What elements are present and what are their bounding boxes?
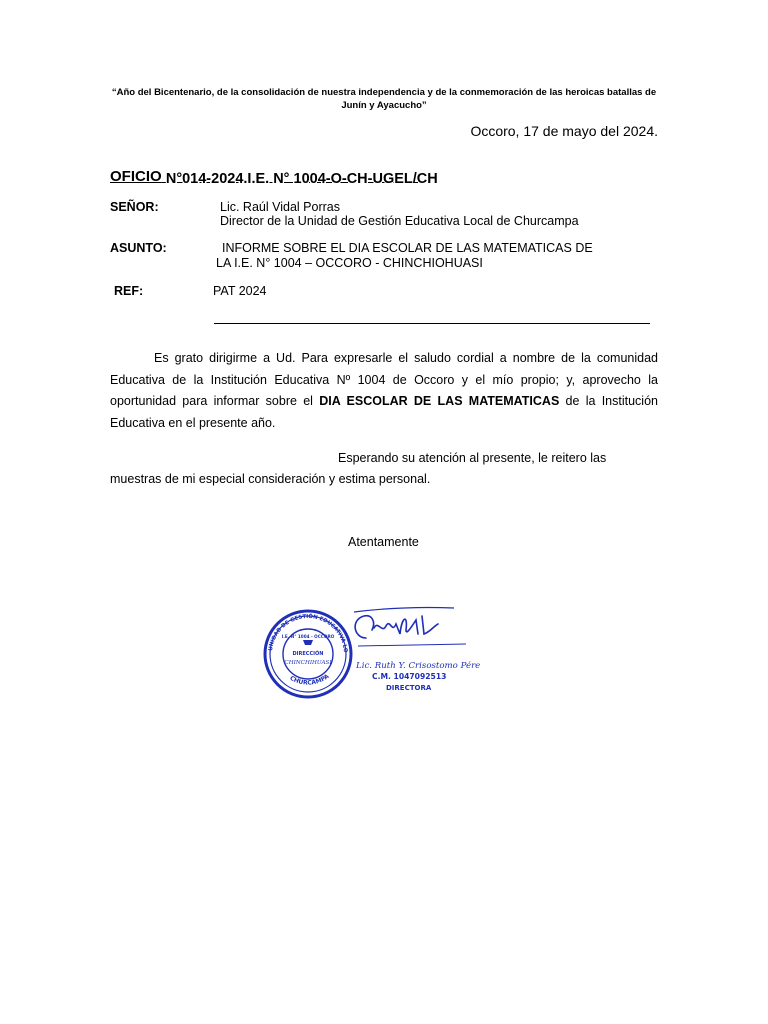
oficio-prefix: OFICIO xyxy=(110,168,162,185)
seal-center-text-2: CHINCHIHUASI xyxy=(284,660,332,666)
separator-line xyxy=(214,323,650,324)
oficio-number: N°014-2024.I.E. N° 1004-O-CH-UGEL/CH xyxy=(165,171,438,187)
seal-mid-text: I.E. N° 1004 - OCCORO xyxy=(281,634,335,639)
body-paragraph-1 xyxy=(110,348,658,434)
asunto-line-2: LA I.E. N° 1004 – OCCORO - CHINCHIOHUASI xyxy=(216,256,483,270)
senor-label: SEÑOR: xyxy=(110,200,159,214)
oficio-heading xyxy=(110,168,438,185)
signature-area xyxy=(262,604,480,700)
senor-title: Director de la Unidad de Gestión Educativa Local de Churcampa xyxy=(220,214,579,228)
p2-line-1: Esperando su atención al presente, le reitero las xyxy=(338,451,607,465)
motto-line-1: “Año del Bicentenario, de la consolidación de nuestra independencia y de la conmemoración de las heroicas batallas de xyxy=(111,87,657,98)
closing-text: Atentamente xyxy=(348,535,419,549)
signer-cm: C.M. 1047092513 xyxy=(372,672,447,681)
seal-bottom-text: CHURCAMPA xyxy=(288,672,331,687)
p1-bold: DIA ESCOLAR DE LAS MATEMATICAS xyxy=(319,394,560,408)
p1-end: de la Institución Educativa en el presente año. xyxy=(110,394,658,430)
p2-line-2: muestras de mi especial consideración y estima personal. xyxy=(110,472,431,486)
asunto-line-1: INFORME SOBRE EL DIA ESCOLAR DE LAS MATEMATICAS DE xyxy=(222,241,593,255)
ref-label: REF: xyxy=(114,284,144,298)
asunto-label: ASUNTO: xyxy=(110,241,167,255)
p1-start: Es grato dirigirme a Ud. Para expresarle el saludo cordial a nombre de la comunidad Educativa de la Institución Educativa Nº 1004 de Occoro y el mío propio; y, aprovecho la oportunidad para informar sobre el xyxy=(110,351,658,408)
motto-line-2: Junín y Ayacucho” xyxy=(341,100,427,111)
signature-line xyxy=(358,644,466,646)
seal-emblem-icon xyxy=(303,640,313,645)
letter-date: Occoro, 17 de mayo del 2024. xyxy=(470,123,658,139)
handwritten-signature xyxy=(355,616,438,638)
motto-header xyxy=(100,86,668,112)
signer-name: Lic. Ruth Y. Crisostomo Pérez xyxy=(356,661,480,671)
signature-stroke-top xyxy=(354,608,454,613)
ref-value: PAT 2024 xyxy=(213,284,267,298)
official-seal-and-signature xyxy=(262,604,480,700)
signer-role: DIRECTORA xyxy=(386,684,432,692)
seal-center-text-1: DIRECCIÓN xyxy=(292,651,324,657)
senor-block xyxy=(220,200,579,228)
seal-outer-text: UNIDAD DE GESTIÓN EDUCATIVA LO xyxy=(268,613,349,653)
senor-name: Lic. Raúl Vidal Porras xyxy=(220,200,340,214)
